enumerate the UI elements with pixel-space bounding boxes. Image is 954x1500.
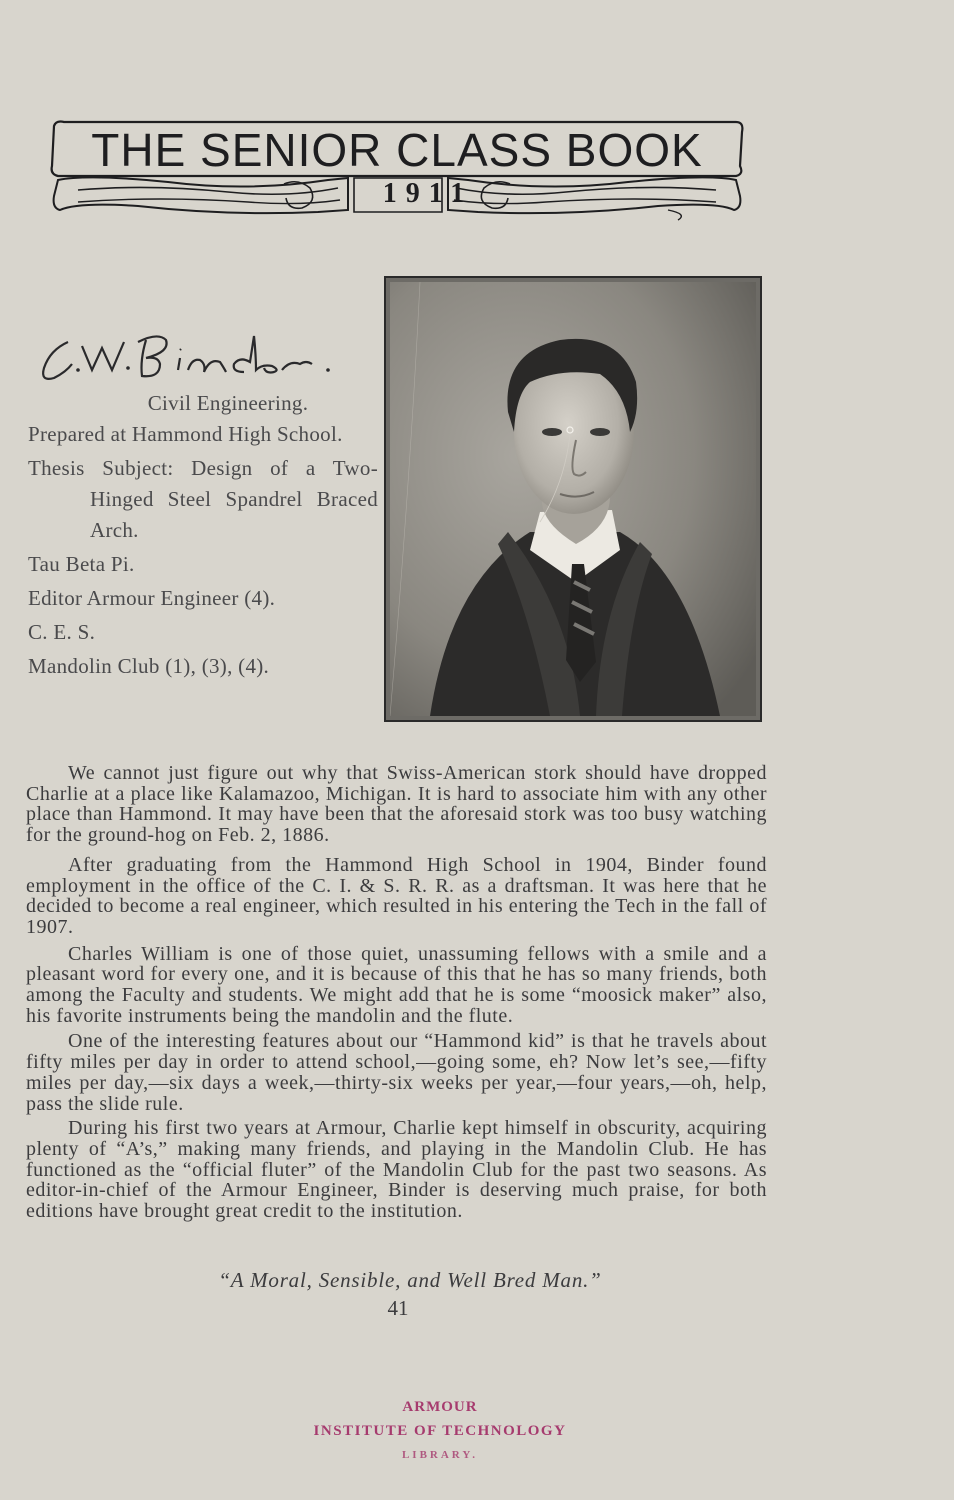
handwritten-signature [30,320,370,390]
student-info [28,388,378,685]
editor-role: Editor Armour Engineer (4). [28,586,276,610]
paragraph: One of the interesting features about our “Hammond kid” is that he travels about fifty miles per day in order to attend school,—going some, eh? Now let’s see,—fifty miles per day,—six days a week,—thirty-six weeks per year,—four years,—oh, help, pass the slide rule. [26,1030,767,1115]
page-number: 41 [387,1296,409,1320]
book-year: 1911 [382,178,474,209]
biography [26,763,767,1222]
thesis-subject: Thesis Subject: Design of a Two-Hinged Steel Spandrel Braced Arch. [28,456,378,542]
society-membership: C. E. S. [28,620,96,644]
stamp-line: ARMOUR [402,1399,478,1415]
prepared-school: Prepared at Hammond High School. [28,422,343,446]
stamp-line: LIBRARY. [401,1449,479,1461]
portrait-photo [384,276,762,722]
club-membership: Mandolin Club (1), (3), (4). [28,654,270,678]
book-title: THE SENIOR CLASS BOOK [91,124,703,176]
department: Civil Engineering. [147,391,309,415]
motto: “A Moral, Sensible, and Well Bred Man.” [218,1268,602,1292]
paragraph: Charles William is one of those quiet, unassuming fellows with a smile and a pleasant word for every one, and it is because of this that he has so many friends, both among the Faculty and students. We might add that he is some “moosick maker” also, his favorite instruments being the mandolin and the flute. [26,942,767,1027]
header-banner [48,118,746,222]
paragraph: After graduating from the Hammond High School in 1904, Binder found employment in the office of the C. I. & S. R. R. as a draftsman. It was here that he decided to become a real engineer, which resulted in his entering the Tech in the fall of 1907. [26,853,767,938]
library-stamp [290,1396,590,1466]
paragraph: We cannot just figure out why that Swiss-American stork should have dropped Charlie at a place like Kalamazoo, Michigan. It is hard to associate him with any other place than Hammond. It may have been that the aforesaid stork was too busy watching for the ground-hog on Feb. 2, 1886. [26,762,767,847]
stamp-line: INSTITUTE OF TECHNOLOGY [313,1423,567,1439]
paragraph: During his first two years at Armour, Charlie kept himself in obscurity, acquiring plenty of “A’s,” making many friends, and playing in the Mandolin Club. He has functioned as the “official fluter” of the Mandolin Club for the past two seasons. As editor-in-chief of the Armour Engineer, Binder is deserving much praise, for both editions have brought great credit to the institution. [26,1117,767,1223]
honor-society: Tau Beta Pi. [28,552,135,576]
